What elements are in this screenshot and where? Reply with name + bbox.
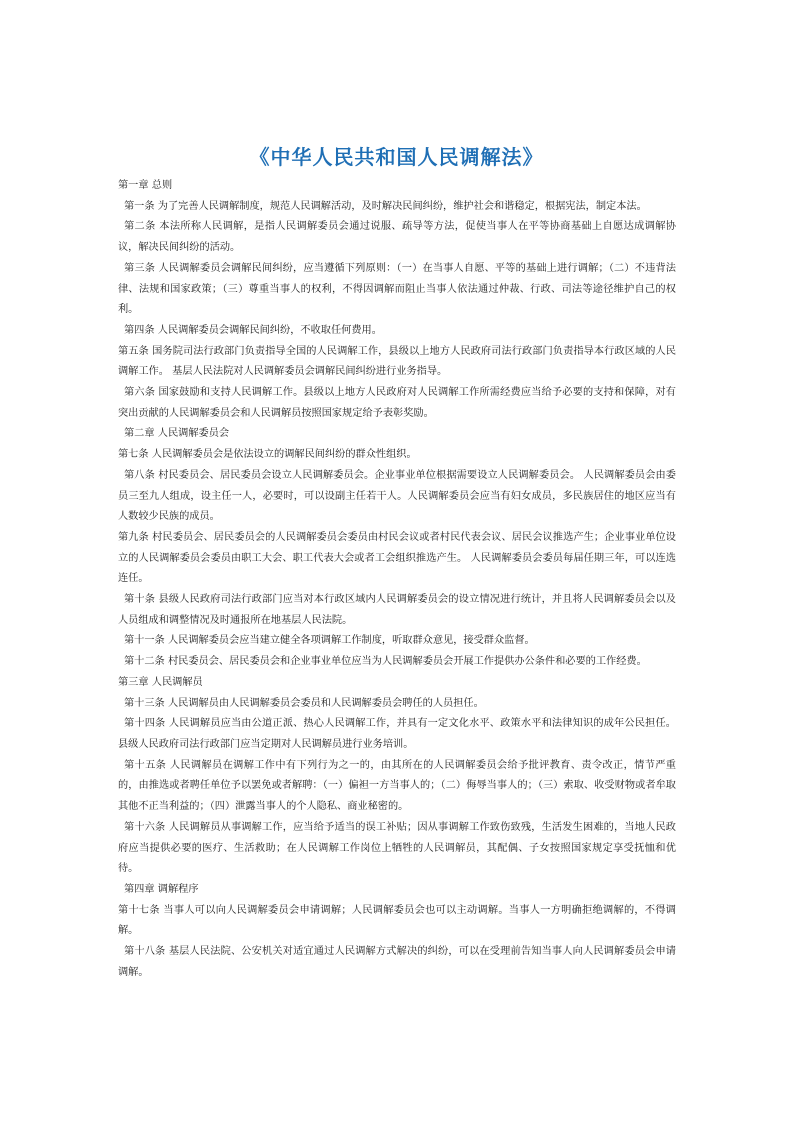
paragraph: 第七条 人民调解委员会是依法设立的调解民间纠纷的群众性组织。 <box>118 449 417 461</box>
paragraph: 第十一条 人民调解委员会应当建立健全各项调解工作制度，听取群众意见，接受群众监督。 <box>124 635 535 647</box>
paragraph: 第四条 人民调解委员会调解民间纠纷，不收取任何费用。 <box>124 324 382 336</box>
paragraph: 第二条 本法所称人民调解，是指人民调解委员会通过说服、疏导等方法，促使当事人在平等协商基础上自愿达成调解协议，解决民间纠纷的活动。 <box>118 221 676 254</box>
paragraph: 第三条 人民调解委员会调解民间纠纷，应当遵循下列原则：（一）在当事人自愿、平等的基础上进行调解；（二）不违背法律、法规和国家政策；（三）尊重当事人的权利，不得因调解而阻止当事人依法通过仲裁、行政、司法等途径维护自己的权利。 <box>118 262 676 316</box>
paragraph: 第十八条 基层人民法院、公安机关对适宜通过人民调解方式解决的纠纷，可以在受理前告知当事人向人民调解委员会申请调解。 <box>118 946 676 978</box>
paragraph: 第八条 村民委员会、居民委员会设立人民调解委员会。企业事业单位根据需要设立人民调解委员会。 人民调解委员会由委员三至九人组成，设主任一人，必要时，可以设副主任若干人。人民调解委员会应当有妇女成员，多民族居住的地区应当有人数较少民族的成员。 <box>118 469 676 523</box>
paragraph: 第十四条 人民调解员应当由公道正派、热心人民调解工作，并具有一定文化水平、政策水平和法律知识的成年公民担任。 县级人民政府司法行政部门应当定期对人民调解员进行业务培训。 <box>118 718 676 750</box>
document-title: 《中华人民共和国人民调解法》 <box>249 145 544 169</box>
paragraph: 第十六条 人民调解员从事调解工作，应当给予适当的误工补贴；因从事调解工作致伤致残，生活发生困难的，当地人民政府应当提供必要的医疗、生活救助；在人民调解工作岗位上牺牲的人民调解员，其配偶、子女按照国家规定享受抚恤和优待。 <box>118 821 676 875</box>
paragraph: 第一条 为了完善人民调解制度，规范人民调解活动，及时解决民间纠纷，维护社会和谐稳定，根据宪法，制定本法。 <box>124 200 647 212</box>
paragraph: 第五条 国务院司法行政部门负责指导全国的人民调解工作，县级以上地方人民政府司法行政部门负责指导本行政区域的人民调解工作。 基层人民法院对人民调解委员会调解民间纠纷进行业务指导。 <box>118 345 676 378</box>
paragraph: 第四章 调解程序 <box>124 883 199 895</box>
paragraph: 第十二条 村民委员会、居民委员会和企业事业单位应当为人民调解委员会开展工作提供办公条件和必要的工作经费。 <box>124 656 647 668</box>
paragraph: 第十五条 人民调解员在调解工作中有下列行为之一的，由其所在的人民调解委员会给予批评教育、责令改正，情节严重的，由推选或者聘任单位予以罢免或者解聘：（一）偏袒一方当事人的；（二）侮辱当事人的；（三）索取、收受财物或者牟取其他不正当利益的；（四）泄露当事人的个人隐私、商业秘密的。 <box>118 759 676 813</box>
paragraph: 第三章 人民调解员 <box>118 676 203 688</box>
paragraph: 第六条 国家鼓励和支持人民调解工作。县级以上地方人民政府对人民调解工作所需经费应当给予必要的支持和保障，对有突出贡献的人民调解委员会和人民调解员按照国家规定给予表彰奖励。 <box>118 387 676 419</box>
paragraph: 第二章 人民调解委员会 <box>124 428 230 440</box>
document-body <box>118 176 676 983</box>
paragraph: 第十条 县级人民政府司法行政部门应当对本行政区域内人民调解委员会的设立情况进行统计，并且将人民调解委员会以及人员组成和调整情况及时通报所在地基层人民法院。 <box>118 594 676 626</box>
paragraph: 第十三条 人民调解员由人民调解委员会委员和人民调解委员会聘任的人员担任。 <box>124 697 484 709</box>
paragraph: 第十七条 当事人可以向人民调解委员会申请调解；人民调解委员会也可以主动调解。当事人一方明确拒绝调解的，不得调解。 <box>118 904 676 937</box>
paragraph: 第一章 总则 <box>118 180 173 191</box>
paragraph: 第九条 村民委员会、居民委员会的人民调解委员会委员由村民会议或者村民代表会议、居民会议推选产生；企业事业单位设立的人民调解委员会委员由职工大会、职工代表大会或者工会组织推选产生。 人民调解委员会委员每届任期三年，可以连选连任。 <box>118 531 676 585</box>
